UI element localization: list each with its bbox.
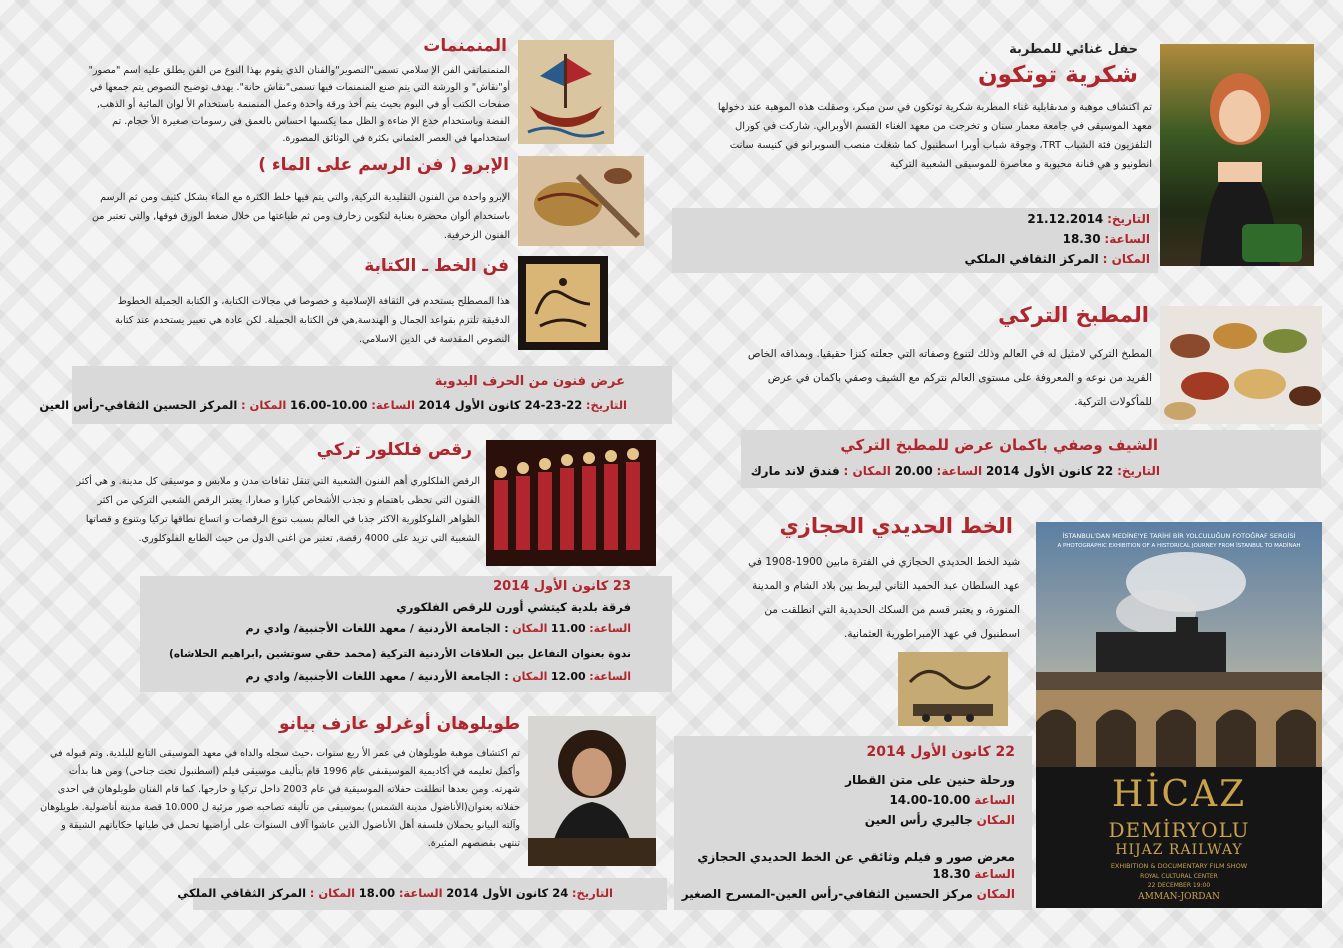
folklore-event2-details: الساعة: 12.00 المكان : الجامعة الأردنية / معهد اللغات الأجنبية/ وادي رم <box>245 670 631 683</box>
folklore-paragraph: الرقص الفلكلوري أهم الفنون الشعبية التي تنقل ثقافات مدن و ملابس و موسيقى كل مدينة. و هي أكثر الفنون التي تحظى باهتمام و تجذب الأشخاص كبارا و صغارا. يعتبر الرقص الشعبي التركي من اكثر الظواهر الفلوكلورية الاكثر جذبا في العالم بسبب تنوع الرقصات و اتساع نطاقها تركيا وبتنوع و قصاتها الشعبية التي تزيد على 4000 رقصة, تعتبر من اغنى الدول من حيث الطابع الفلوكلوري. <box>76 476 480 544</box>
folklore-event1-details: الساعة: 11.00 المكان : الجامعة الأردنية / معهد اللغات الأجنبية/ وادي رم <box>245 622 631 635</box>
poster-top-line-2: A PHOTOGRAPHIC EXHIBITION OF A HISTORICAL JOURNEY FROM İSTANBUL TO MADİNAH <box>1057 543 1301 549</box>
miniatures-title: المنمنمات <box>423 36 507 56</box>
railway-trip-place: المكان جاليري رأس العين <box>864 813 1015 827</box>
poster-top-line-1: İSTANBUL'DAN MEDİNE'YE TARİHİ BİR YOLCULUĞUN FOTOĞRAF SERGİSİ <box>1062 532 1296 540</box>
singer-photo <box>1160 44 1314 266</box>
folklore-date: 23 كانون الأول 2014 <box>493 579 631 594</box>
hijaz-calligraphy-image <box>898 652 1008 726</box>
concert-paragraph: تم اكتشاف موهبة و مدىقابلية غناء المطربة شكرية توتكون في سن مبكر، وصقلت هذه الموهبة عند دخولها معهد الموسيقى في جامعة معمار سنان و تخرجت من معهد الغناء القسم الأوبرالي. شاركت في كورال التلفزيون فئة الشباب TRT، وجوقة شباب أوبرا اسطنبول كما شغلت منصب السوبرانو في كنيسة سانت انطونيو و هي فنانة محبوبة و معاصرة للموسيقى الشعبية التركية <box>717 102 1152 170</box>
folklore-title: رقص فلكلور تركي <box>316 440 472 460</box>
folklore-event1-title: فرقة بلدية كيتشي أورن للرقص الفلكوري <box>396 600 631 614</box>
concert-time: الساعة: 18.30 <box>1062 232 1150 246</box>
pianist-paragraph: تم اكتشاف موهبة طويلوهان في عمر الأ ربع سنوات ،حيث سجله والداه في معهد الموسيقى التابع للبلدية. وتم قبوله في وأكمل تعليمه في أكاديمية الموسيقىفي عام 1996 قام بتأليف موسيقى فيلم (اسطنبول تحت جناحي) ومن هنا بدأت شهرته. ومن بعدها انطلقت حفلاته الموسيقية في عام 2003 داخل تركيا و خارجها. كما قام الفنان طويلوهان في احدى حفلاته بعنوان(الأناضول مدينة الشمس) بموسيقى من تأليفه تصاحبه صور مرئية ل 10.000 قصة مدينة أناضولية. طويلوهان وآلته البيانو يحملان فلسفة أهل الأناضول الذين عاشوا آلاف السنوات على أراضيها تحمل في طياتها حكاياتهم الشيقة و تنتهي بقصصهم المثيرة. <box>40 748 520 849</box>
poster-city: AMMAN-JORDAN <box>1138 892 1220 902</box>
concert-place: المكان : المركز الثقافي الملكي <box>964 252 1150 266</box>
poster-title-3: HIJAZ RAILWAY <box>1115 842 1243 858</box>
pianist-details: التاريخ: 24 كانون الأول 2014 الساعة: 18.00 المكان : المركز الثقافي الملكي <box>177 886 613 900</box>
kitchen-event-title: الشيف وصفي باكمان عرض للمطبخ التركي <box>840 436 1158 454</box>
railway-event-date: 22 كانون الأول 2014 <box>866 744 1015 760</box>
poster-subtitle: EXHIBITION & DOCUMENTARY FILM SHOW <box>1110 862 1248 870</box>
pianist-title: طويلوهان أوغرلو عازف بيانو <box>279 714 520 734</box>
miniatures-paragraph: المنمنماتفي الفن الإ سلامي تسمى"التصوير"والفنان الذي يقوم بهذا النوع من الفن يطلق عليه اسم "مصور" أو"نقاش" و الورشة التي يتم صنع المنمنمات فيها تسمى"نقاش حانة". يهدف توضيح النصوص يتم جمعها في صفحات الكتب أو في البوم بحيث يتم أخذ ورقة واحدة وعمل المنمنمة باستخدام الأ لوان المائية أو الذهب, الفضة وباستخدام خدع الإ ضاءة و الظل مما يكسبها احساس بالعمق في رسومات صغيرة الأ حجام. تم استخدامها في العصر العثماني بكثرة في الوثائق المصورة. <box>88 65 510 144</box>
poster-venue: ROYAL CULTURAL CENTER <box>1140 873 1218 880</box>
railway-title: الخط الحديدي الحجازي <box>779 514 1013 538</box>
poster-title-1: HİCAZ <box>1111 774 1247 815</box>
pianist-photo <box>528 716 656 866</box>
ebru-paragraph: الإبرو واحدة من الفنون التقليدية التركية, والتي يتم فيها خلط الكثرة مع الماء بشكل كثيف ومن ثم الرسم باستخدام ألوان محضرة بعناية لتكوين زخارف ومن ثم طباعتها من خلال ضغط الورق فوقها, والتي تعتبر من الفنون الزخرفية. <box>92 192 510 241</box>
railway-paragraph: شيد الخط الحديدي الحجازي في الفترة مابين 1900-1908 في عهد السلطان عبد الحميد الثاني ليربط بين بلاد الشام و المدينة المنورة، و يعتبر قسم من السكك الحديدية التي انطلقت من اسطنبول في عهد الإمبراطورية العثمانية. <box>748 556 1020 640</box>
railway-expo-time: الساعة 18.30 <box>932 867 1015 881</box>
calligraphy-title: فن الخط ـ الكتابة <box>364 256 509 276</box>
railway-trip-time: الساعة 10.00-14.00 <box>889 793 1015 807</box>
kitchen-event-details: التاريخ: 22 كانون الأول 2014 الساعة: 20.00 المكان : فندق لاند مارك <box>750 464 1160 478</box>
railway-expo-title: معرض صور و فيلم وثائقي عن الخط الحديدي الحجازي <box>697 850 1015 864</box>
concert-date: التاريخ: 21.12.2014 <box>1027 212 1150 226</box>
calligraphy-frame-image <box>518 256 608 350</box>
crafts-title: عرض فنون من الحرف اليدوية <box>434 374 625 389</box>
calligraphy-paragraph: هذا المصطلح يستخدم في الثقافة الإسلامية و خصوصا في مجالات الكتابة، و الكتابة الجميلة الخطوط الدقيقة تلتزم بقواعد الجمال و الهندسة,هي فن الكتابة الجميلة. لكن عادة هي تعبير يستخدم عند كتابة النصوص المقدسة في الدين الاسلامي. <box>115 296 510 345</box>
railway-trip-title: ورحلة حنين على متن القطار <box>845 773 1015 787</box>
crafts-details: التاريخ: 22-23-24 كانون الأول 2014 الساعة: 10.00-16.00 المكان : المركز الحسين الثقافي-رأس العين <box>39 398 627 412</box>
kitchen-paragraph: المطبخ التركي لامثيل له في العالم وذلك لتنوع وصفاته التي جعلته كنزا حقيقيا. وبمذاقه الخاص الفريد من نوعه و المعروفة على مستوى العالم نتركم مع الشيف وصفي باكمان في عرض للمأكولات التركية. <box>747 348 1152 408</box>
miniature-ship-image <box>518 40 614 144</box>
railway-expo-place: المكان مركز الحسين الثقافي-رأس العين-المسرح الصغير <box>681 887 1015 901</box>
poster-title-2: DEMİRYOLU <box>1108 818 1250 842</box>
poster-date: 22 DECEMBER 19:00 <box>1147 882 1211 889</box>
turkish-food-photo <box>1160 306 1322 424</box>
ebru-title: الإبرو ( فن الرسم على الماء ) <box>258 155 509 175</box>
folklore-event2-title: ندوة بعنوان التفاعل بين العلاقات الأردنية التركية (محمد حقي سوتشين ,ابراهيم الحلاشاه) <box>169 648 631 660</box>
hijaz-railway-poster <box>1036 522 1322 908</box>
concert-title: شكرية توتكون <box>977 62 1138 88</box>
ebru-painting-image <box>518 156 644 246</box>
kitchen-title: المطبخ التركي <box>998 303 1149 327</box>
folk-dancers-image <box>486 440 656 566</box>
concert-subtitle: حفل غنائي للمطربة <box>1009 42 1138 57</box>
